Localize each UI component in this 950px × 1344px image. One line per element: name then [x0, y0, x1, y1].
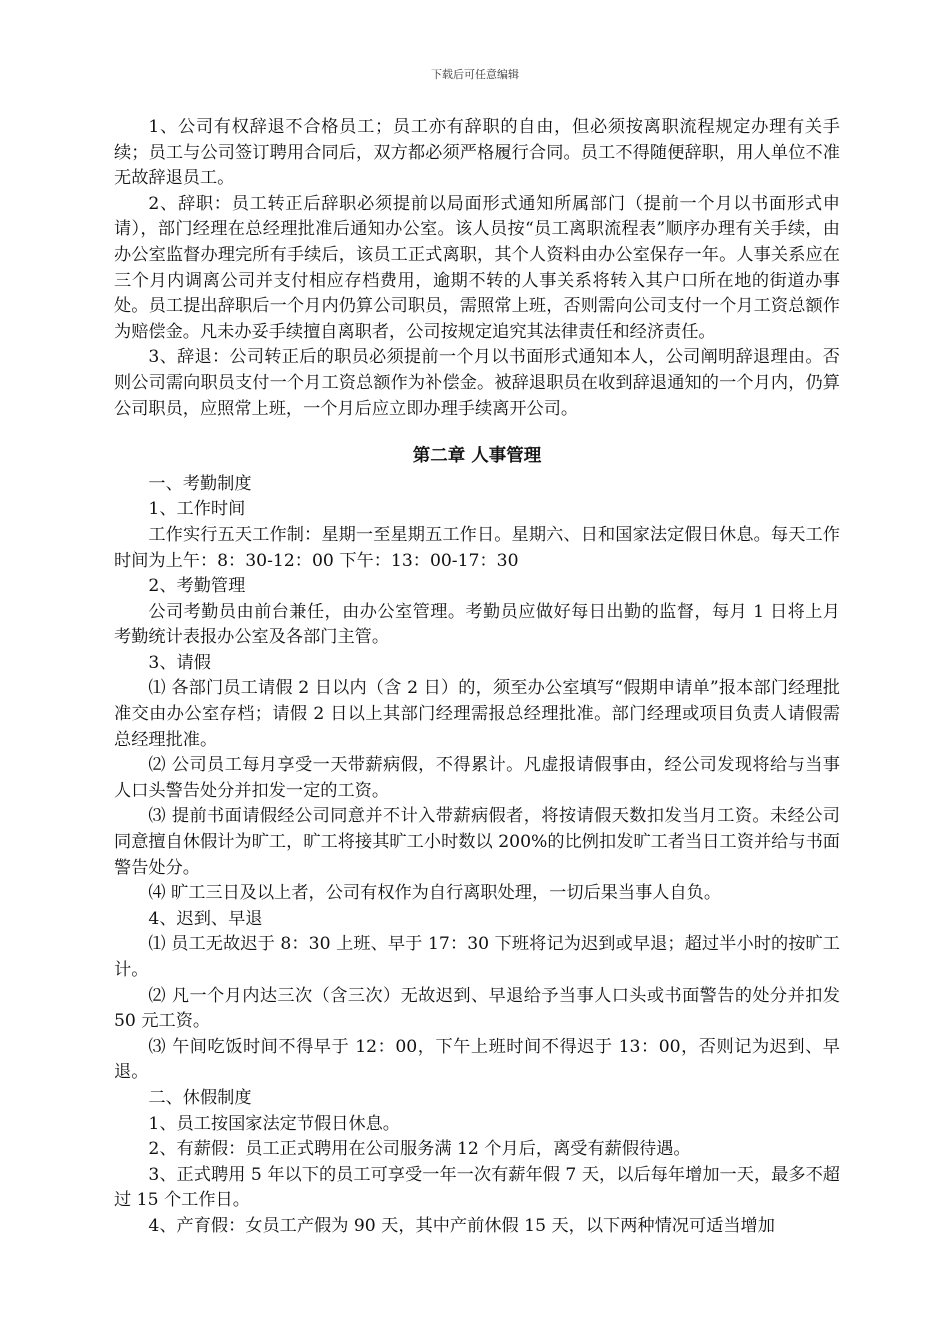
subsection-heading: 3、请假: [148, 652, 211, 673]
paragraph: 公司考勤员由前台兼任，由办公室管理。考勤员应做好每日出勤的监督，每月 1 日将上月考勤统计表报办公室及各部门主管。: [114, 601, 840, 648]
list-item: ⑶ 午间吃饭时间不得早于 12：00，下午上班时间不得迟于 13：00，否则记为迟到、早退。: [114, 1036, 840, 1083]
paragraph: 工作实行五天工作制：星期一至星期五工作日。星期六、日和国家法定假日休息。每天工作时间为上午：8：30-12：00 下午：13：00-17：30: [114, 524, 840, 571]
paragraph: 1、员工按国家法定节假日休息。: [148, 1113, 400, 1134]
list-item: ⑶ 提前书面请假经公司同意并不计入带薪病假者，将按请假天数扣发当月工资。未经公司同意擅自休假计为旷工，旷工将接其旷工小时数以 200%的比例扣发旷工者当日工资并给与书面警告处分。: [114, 806, 840, 878]
paragraph: 4、产育假：女员工产假为 90 天，其中产前休假 15 天，以下两种情况可适当增加: [148, 1215, 775, 1236]
list-item: ⑴ 员工无故迟于 8：30 上班、早于 17：30 下班将记为迟到或早退；超过半小时的按旷工计。: [114, 934, 840, 980]
subsection-heading: 2、考勤管理: [148, 576, 246, 597]
paragraph: 3、辞退：公司转正后的职员必须提前一个月以书面形式通知本人，公司阐明辞退理由。否则公司需向职员支付一个月工资总额作为补偿金。被辞退职员在收到辞退通知的一个月内，仍算公司职员，应照常上班，一个月后应立即办理手续离开公司。: [114, 347, 840, 419]
paragraph: 2、有薪假：员工正式聘用在公司服务满 12 个月后，离受有薪假待遇。: [148, 1139, 691, 1160]
list-item: ⑵ 公司员工每月享受一天带薪病假，不得累计。凡虚报请假事由，经公司发现将给与当事人口头警告处分并扣发一定的工资。: [114, 755, 840, 801]
list-item: ⑴ 各部门员工请假 2 日以内（含 2 日）的，须至办公室填写“假期申请单”报本部门经理批准交由办公室存档；请假 2 日以上其部门经理需报总经理批准。部门经理或项目负责人请假需总经理批准。: [114, 678, 840, 750]
subsection-heading: 1、工作时间: [148, 499, 246, 520]
paragraph: 2、辞职：员工转正后辞职必须提前以局面形式通知所属部门（提前一个月以书面形式申请），部门经理在总经理批准后通知办公室。该人员按“员工离职流程表”顺序办理有关手续，由办公室监督办理完所有手续后，该员工正式离职，其个人资料由办公室保存一年。人事关系应在三个月内调离公司并支付相应存档费用，逾期不转的人事关系将转入其户口所在地的街道办事处。员工提出辞职后一个月内仍算公司职员，需照常上班，否则需向公司支付一个月工资总额作为赔偿金。凡未办妥手续擅自离职者，公司按规定追究其法律责任和经济责任。: [114, 193, 840, 342]
paragraph: 3、正式聘用 5 年以下的员工可享受一年一次有薪年假 7 天，以后每年增加一天，最多不超过 15 个工作日。: [114, 1164, 840, 1211]
list-item: ⑷ 旷工三日及以上者，公司有权作为自行离职处理，一切后果当事人自负。: [148, 883, 722, 904]
paragraph: 1、公司有权辞退不合格员工；员工亦有辞职的自由，但必须按离职流程规定办理有关手续；员工与公司签订聘用合同后，双方都必须严格履行合同。员工不得随便辞职，用人单位不准无故辞退员工。: [114, 117, 840, 189]
document-body: [114, 115, 840, 1240]
section-heading: 一、考勤制度: [148, 473, 252, 494]
subsection-heading: 4、迟到、早退: [148, 908, 263, 929]
section-heading: 二、休假制度: [148, 1087, 252, 1108]
chapter-title: 第二章 人事管理: [412, 446, 542, 467]
list-item: ⑵ 凡一个月内达三次（含三次）无故迟到、早退给予当事人口头或书面警告的处分并扣发 50 元工资。: [114, 985, 840, 1032]
page-header: 下载后可任意编辑: [431, 68, 519, 81]
